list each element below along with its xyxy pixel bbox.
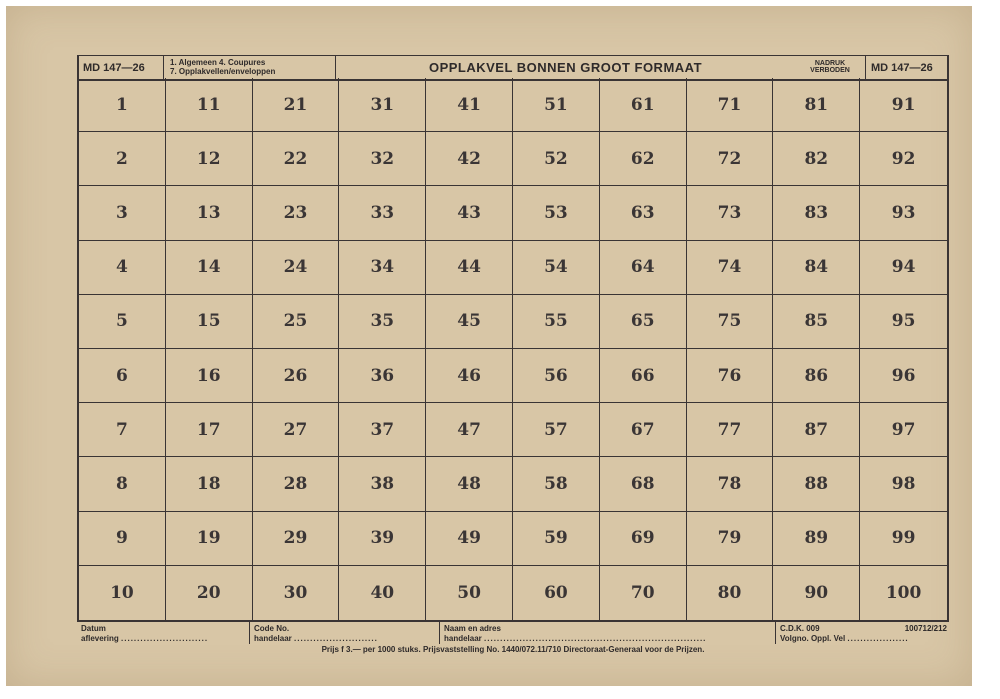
coupon-cell: 71 bbox=[687, 78, 774, 132]
coupon-cell: 17 bbox=[166, 403, 253, 457]
cdk-code: C.D.K. 009 bbox=[780, 624, 820, 633]
coupon-cell: 32 bbox=[339, 132, 426, 186]
coupon-cell: 87 bbox=[773, 403, 860, 457]
coupon-grid bbox=[77, 78, 949, 622]
coupon-cell: 62 bbox=[600, 132, 687, 186]
sheet-footer bbox=[77, 622, 949, 659]
coupon-cell: 64 bbox=[600, 241, 687, 295]
coupon-cell: 22 bbox=[253, 132, 340, 186]
coupon-cell: 2 bbox=[79, 132, 166, 186]
delivery-date-blank: ........................... bbox=[121, 634, 209, 643]
dealer-code-blank: .......................... bbox=[294, 634, 378, 643]
coupon-cell: 9 bbox=[79, 512, 166, 566]
coupon-cell: 40 bbox=[339, 566, 426, 620]
print-number: 100712/212 bbox=[904, 624, 947, 633]
coupon-cell: 58 bbox=[513, 457, 600, 511]
coupon-cell: 59 bbox=[513, 512, 600, 566]
coupon-cell: 37 bbox=[339, 403, 426, 457]
coupon-cell: 21 bbox=[253, 78, 340, 132]
coupon-cell: 82 bbox=[773, 132, 860, 186]
coupon-cell: 23 bbox=[253, 186, 340, 240]
coupon-cell: 67 bbox=[600, 403, 687, 457]
coupon-cell: 81 bbox=[773, 78, 860, 132]
coupon-cell: 26 bbox=[253, 349, 340, 403]
dealer-name-label: Naam en adres bbox=[444, 624, 501, 633]
coupon-cell: 31 bbox=[339, 78, 426, 132]
coupon-cell: 72 bbox=[687, 132, 774, 186]
coupon-cell: 33 bbox=[339, 186, 426, 240]
category-line: 7. Opplakvellen/enveloppen bbox=[170, 67, 276, 76]
notice-line: VERBODEN bbox=[810, 67, 850, 74]
coupon-cell: 86 bbox=[773, 349, 860, 403]
coupon-cell: 98 bbox=[860, 457, 947, 511]
coupon-cell: 41 bbox=[426, 78, 513, 132]
coupon-cell: 55 bbox=[513, 295, 600, 349]
coupon-cell: 43 bbox=[426, 186, 513, 240]
coupon-cell: 24 bbox=[253, 241, 340, 295]
coupon-cell: 27 bbox=[253, 403, 340, 457]
category-line: 1. Algemeen 4. Coupures bbox=[170, 58, 266, 67]
coupon-cell: 54 bbox=[513, 241, 600, 295]
coupon-cell: 77 bbox=[687, 403, 774, 457]
coupon-cell: 53 bbox=[513, 186, 600, 240]
coupon-cell: 78 bbox=[687, 457, 774, 511]
dealer-name-field bbox=[439, 622, 775, 644]
notice-line: NADRUK bbox=[814, 60, 846, 67]
coupon-cell: 28 bbox=[253, 457, 340, 511]
coupon-cell: 60 bbox=[513, 566, 600, 620]
coupon-cell: 30 bbox=[253, 566, 340, 620]
coupon-cell: 96 bbox=[860, 349, 947, 403]
coupon-cell: 35 bbox=[339, 295, 426, 349]
coupon-cell: 89 bbox=[773, 512, 860, 566]
coupon-cell: 76 bbox=[687, 349, 774, 403]
coupon-cell: 36 bbox=[339, 349, 426, 403]
coupon-cell: 3 bbox=[79, 186, 166, 240]
sheet-title: OPPLAKVEL BONNEN GROOT FORMAAT bbox=[335, 56, 795, 79]
coupon-cell: 18 bbox=[166, 457, 253, 511]
coupon-cell: 90 bbox=[773, 566, 860, 620]
coupon-cell: 11 bbox=[166, 78, 253, 132]
coupon-cell: 73 bbox=[687, 186, 774, 240]
coupon-cell: 10 bbox=[79, 566, 166, 620]
coupon-cell: 99 bbox=[860, 512, 947, 566]
coupon-cell: 16 bbox=[166, 349, 253, 403]
coupon-cell: 61 bbox=[600, 78, 687, 132]
coupon-cell: 92 bbox=[860, 132, 947, 186]
coupon-cell: 74 bbox=[687, 241, 774, 295]
coupon-cell: 7 bbox=[79, 403, 166, 457]
coupon-cell: 20 bbox=[166, 566, 253, 620]
coupon-cell: 79 bbox=[687, 512, 774, 566]
coupon-cell: 14 bbox=[166, 241, 253, 295]
sheet-number-label: Volgno. Oppl. Vel bbox=[780, 634, 846, 643]
coupon-cell: 42 bbox=[426, 132, 513, 186]
coupon-cell: 88 bbox=[773, 457, 860, 511]
coupon-cell: 8 bbox=[79, 457, 166, 511]
coupon-cell: 75 bbox=[687, 295, 774, 349]
coupon-cell: 52 bbox=[513, 132, 600, 186]
coupon-cell: 19 bbox=[166, 512, 253, 566]
dealer-code-label: Code No. bbox=[254, 624, 290, 633]
coupon-cell: 49 bbox=[426, 512, 513, 566]
delivery-date-field bbox=[77, 622, 249, 644]
coupon-cell: 38 bbox=[339, 457, 426, 511]
coupon-cell: 5 bbox=[79, 295, 166, 349]
coupon-cell: 48 bbox=[426, 457, 513, 511]
coupon-cell: 57 bbox=[513, 403, 600, 457]
coupon-cell: 50 bbox=[426, 566, 513, 620]
coupon-cell: 93 bbox=[860, 186, 947, 240]
coupon-cell: 66 bbox=[600, 349, 687, 403]
coupon-cell: 95 bbox=[860, 295, 947, 349]
coupon-cell: 15 bbox=[166, 295, 253, 349]
coupon-cell: 45 bbox=[426, 295, 513, 349]
dealer-name-label-2: handelaar bbox=[444, 634, 482, 643]
coupon-cell: 100 bbox=[885, 582, 922, 603]
coupon-cell: 63 bbox=[600, 186, 687, 240]
coupon-cell: 69 bbox=[600, 512, 687, 566]
coupon-cell: 84 bbox=[773, 241, 860, 295]
dealer-code-label-2: handelaar bbox=[254, 634, 292, 643]
sheet-number-blank: ................... bbox=[847, 634, 909, 643]
coupon-cell: 51 bbox=[513, 78, 600, 132]
coupon-cell: 47 bbox=[426, 403, 513, 457]
coupon-cell: 91 bbox=[860, 78, 947, 132]
category-list bbox=[163, 56, 335, 79]
dealer-name-blank: ..................................................................... bbox=[484, 634, 707, 643]
price-line: Prijs f 3.— per 1000 stuks. Prijsvaststelling No. 1440/072.11/710 Directoraat-Generaal voor de Prijzen. bbox=[321, 645, 705, 654]
coupon-cell: 80 bbox=[687, 566, 774, 620]
coupon-cell: 70 bbox=[600, 566, 687, 620]
coupon-cell: 44 bbox=[426, 241, 513, 295]
coupon-cell: 13 bbox=[166, 186, 253, 240]
form-code-left: MD 147—26 bbox=[77, 56, 163, 79]
form-code-right: MD 147—26 bbox=[865, 56, 949, 79]
coupon-cell: 97 bbox=[860, 403, 947, 457]
coupon-sheet bbox=[77, 55, 949, 659]
coupon-cell: 68 bbox=[600, 457, 687, 511]
coupon-cell: 1 bbox=[79, 78, 166, 132]
delivery-date-label-2: aflevering bbox=[81, 634, 119, 643]
sheet-number-field bbox=[775, 622, 949, 644]
coupon-cell: 29 bbox=[253, 512, 340, 566]
coupon-cell: 83 bbox=[773, 186, 860, 240]
coupon-cell: 25 bbox=[253, 295, 340, 349]
coupon-cell: 12 bbox=[166, 132, 253, 186]
coupon-cell: 4 bbox=[79, 241, 166, 295]
coupon-cell: 85 bbox=[773, 295, 860, 349]
reprint-notice bbox=[795, 56, 865, 79]
coupon-cell: 39 bbox=[339, 512, 426, 566]
coupon-cell: 65 bbox=[600, 295, 687, 349]
coupon-cell: 94 bbox=[860, 241, 947, 295]
coupon-cell: 56 bbox=[513, 349, 600, 403]
delivery-date-label: Datum bbox=[81, 624, 106, 633]
coupon-cell: 34 bbox=[339, 241, 426, 295]
coupon-cell: 6 bbox=[79, 349, 166, 403]
dealer-code-field bbox=[249, 622, 439, 644]
coupon-cell: 46 bbox=[426, 349, 513, 403]
